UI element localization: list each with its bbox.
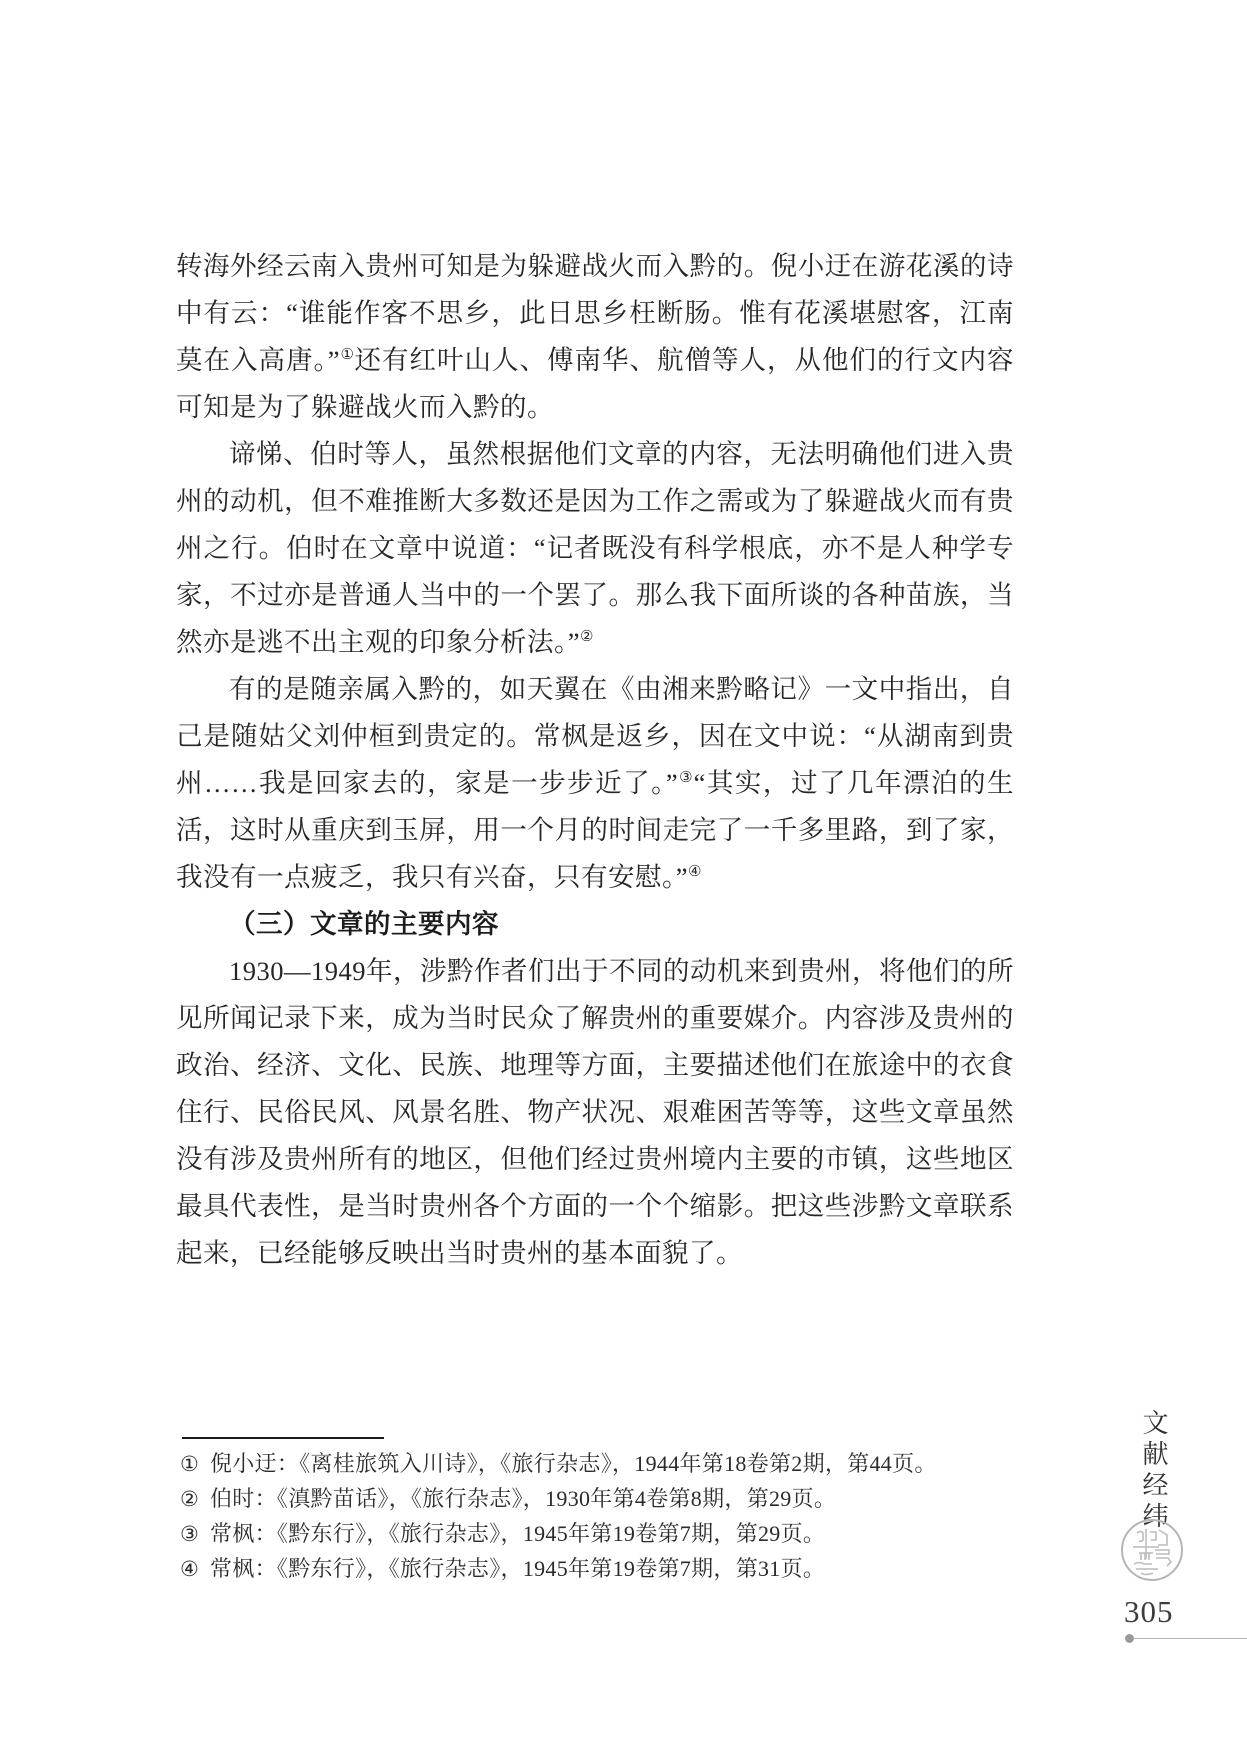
footnote-ref-3: ③: [678, 770, 694, 787]
paragraph: [176, 431, 1014, 666]
paragraph-text: 还有红叶山人、傅南华、航僧等人，从他们的行文内容可知是为了躲避战火而入黔的。: [176, 345, 1015, 422]
paragraph-text: 转海外经云南入贵州可知是为躲避战火而入黔的。倪小迂在游花溪的诗中有云：“谁能作客不思乡，此日思乡枉断肠。惟有花溪堪慰客，江南莫在入高唐。”: [176, 251, 1014, 375]
footnote-text: 倪小迂：《离桂旅筑入川诗》，《旅行杂志》，1944年第18卷第2期，第44页。: [210, 1451, 937, 1476]
footnote-marker: ③: [180, 1522, 199, 1546]
paragraph-continuation: [176, 243, 1014, 431]
footer-rule-line: [1134, 1638, 1247, 1639]
footnote-text: 常枫：《黔东行》，《旅行杂志》，1945年第19卷第7期，第31页。: [210, 1556, 826, 1581]
paragraph-text: 谛悌、伯时等人，虽然根据他们文章的内容，无法明确他们进入贵州的动机，但不难推断大多数还是因为工作之需或为了躲避战火而有贵州之行。伯时在文章中说道：“记者既没有科学根底，亦不是人种学专家，不过亦是普通人当中的一个罢了。那么我下面所谈的各种苗族，当然亦是逃不出主观的印象分析法。”: [176, 439, 1014, 657]
paragraph-text: “其实，过了几年漂泊的生活，这时从重庆到玉屏，用一个月的时间走完了一千多里路，到了家，我没有一点疲乏，我只有兴奋，只有安慰。”: [176, 768, 1014, 892]
paragraph-text: 有的是随亲属入黔的，如天翼在《由湘来黔略记》一文中指出，自己是随姑父刘仲桓到贵定的。常枫是返乡，因在文中说：“从湖南到贵州……我是回家去的，家是一步步近了。”: [176, 674, 1014, 798]
section-heading: （三）文章的主要内容: [229, 909, 499, 939]
publisher-seal-icon: [1119, 1517, 1185, 1583]
footnote-separator-rule: [182, 1437, 384, 1439]
footnote-item: [180, 1482, 1040, 1516]
paragraph: [176, 666, 1014, 901]
section-side-label: 文献经纬: [1139, 1409, 1169, 1533]
footnote-ref-4: ④: [688, 864, 702, 881]
footnote-ref-2: ②: [580, 629, 594, 646]
main-text-block: [176, 243, 1014, 1277]
footnote-text: 常枫：《黔东行》，《旅行杂志》，1945年第19卷第7期，第29页。: [210, 1521, 826, 1546]
footnote-text: 伯时：《滇黔苗话》，《旅行杂志》，1930年第4卷第8期，第29页。: [210, 1486, 837, 1511]
footnote-marker: ②: [180, 1487, 199, 1511]
footnote-item: [180, 1447, 1040, 1481]
footnotes-block: [180, 1447, 1040, 1587]
footnote-ref-1: ①: [340, 347, 355, 364]
footnote-marker: ④: [180, 1557, 199, 1581]
footnote-item: [180, 1517, 1040, 1551]
footnote-item: [180, 1552, 1040, 1586]
page-number: 305: [1124, 1594, 1174, 1629]
paragraph: 1930—1949年，涉黔作者们出于不同的动机来到贵州，将他们的所见所闻记录下来，成为当时民众了解贵州的重要媒介。内容涉及贵州的政治、经济、文化、民族、地理等方面，主要描述他们在旅途中的衣食住行、民俗民风、风景名胜、物产状况、艰难困苦等等，这些文章虽然没有涉及贵州所有的地区，但他们经过贵州境内主要的市镇，这些地区最具代表性，是当时贵州各个方面的一个个缩影。把这些涉黔文章联系起来，已经能够反映出当时贵州的基本面貌了。: [176, 956, 1014, 1268]
footnote-marker: ①: [180, 1452, 199, 1476]
footer-rule-dot: [1125, 1634, 1134, 1643]
